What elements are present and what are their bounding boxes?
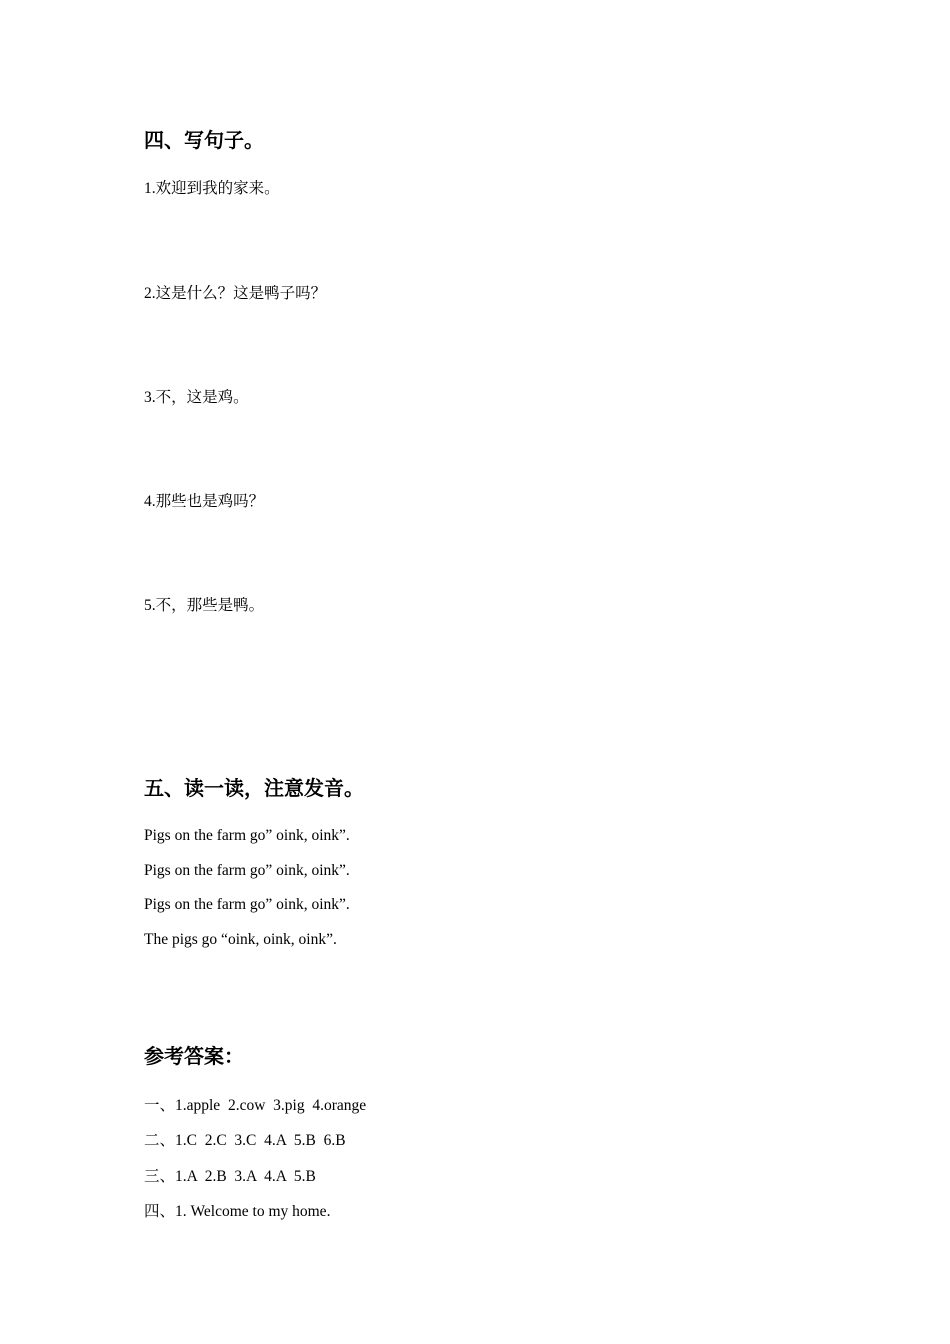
chant-line-3: Pigs on the farm go” oink, oink”. — [144, 896, 350, 913]
sentence-item-2: 2.这是什么？这是鸭子吗？ — [144, 285, 327, 302]
section-4-title: 四、写句子。 — [144, 128, 264, 152]
sentence-item-3: 3.不，这是鸡。 — [144, 389, 249, 406]
sentence-item-5: 5.不，那些是鸭。 — [144, 597, 265, 614]
section-5-title: 五、读一读，注意发音。 — [144, 776, 364, 800]
chant-line-1: Pigs on the farm go” oink, oink”. — [144, 827, 350, 844]
answer-line-3: 三、1.A 2.B 3.A 4.A 5.B — [144, 1168, 316, 1185]
chant-line-4: The pigs go “oink, oink, oink”. — [144, 931, 337, 948]
answer-line-2: 二、1.C 2.C 3.C 4.A 5.B 6.B — [144, 1132, 346, 1149]
answer-line-1: 一、1.apple 2.cow 3.pig 4.orange — [144, 1097, 367, 1114]
sentence-item-4: 4.那些也是鸡吗？ — [144, 493, 265, 510]
answer-line-4: 四、1. Welcome to my home. — [144, 1203, 331, 1220]
sentence-item-1: 1.欢迎到我的家来。 — [144, 180, 280, 197]
answers-title: 参考答案： — [144, 1044, 244, 1068]
chant-line-2: Pigs on the farm go” oink, oink”. — [144, 862, 350, 879]
